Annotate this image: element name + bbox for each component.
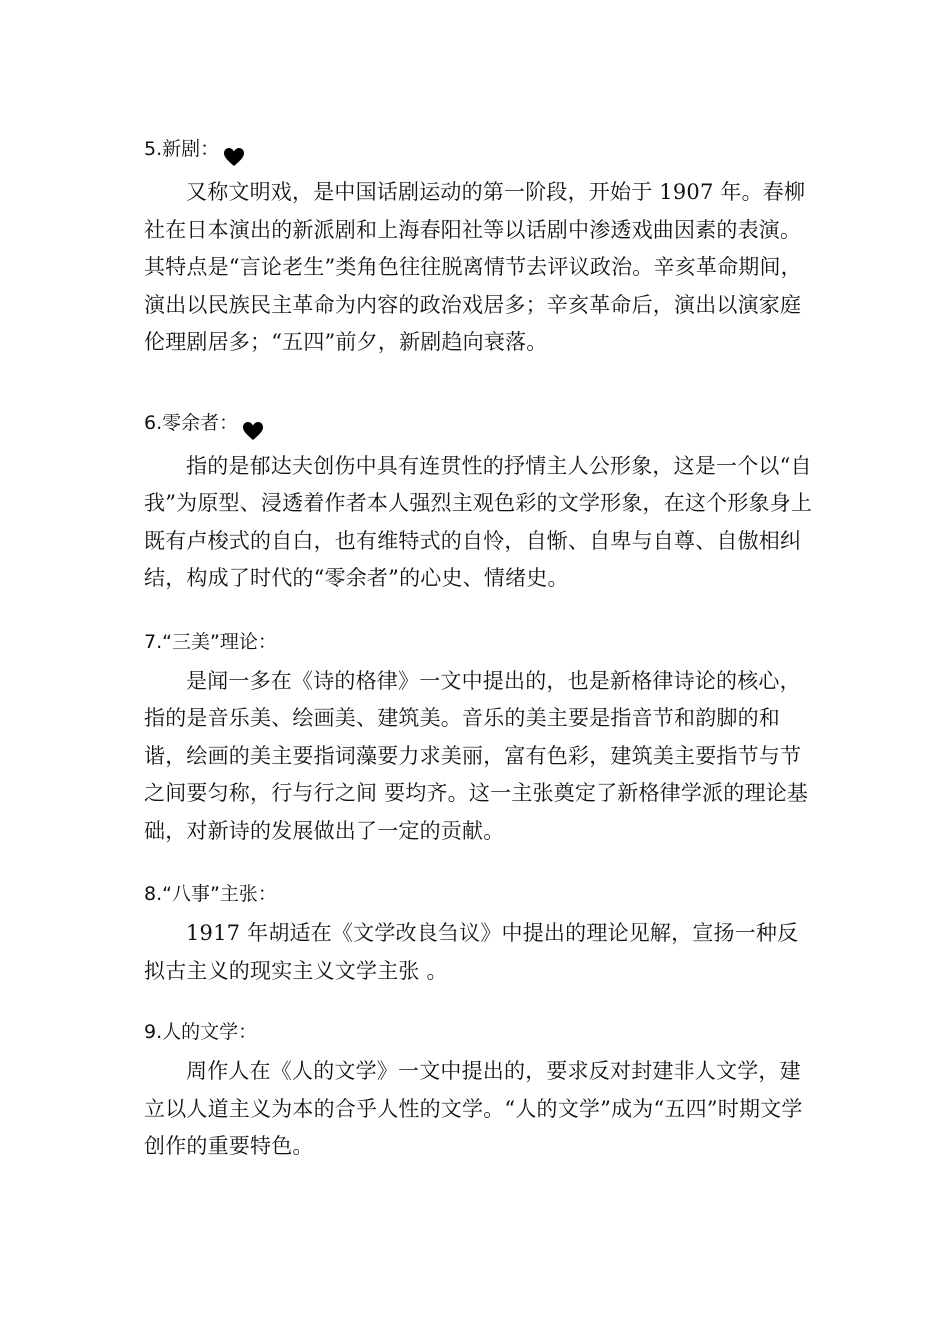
entry-heading bbox=[144, 128, 814, 170]
entry-three-beauties bbox=[144, 621, 814, 851]
entry-human-literature bbox=[144, 1011, 814, 1166]
entry-eight-points bbox=[144, 873, 814, 990]
entry-heading bbox=[144, 1011, 814, 1053]
entry-heading bbox=[144, 873, 814, 915]
entry-title: “八事”主张： bbox=[162, 883, 277, 905]
entry-number: 6. bbox=[144, 411, 163, 434]
entry-number: 8. bbox=[144, 883, 163, 905]
entry-number: 9. bbox=[144, 1021, 163, 1043]
entry-body: 指的是郁达夫创伤中具有连贯性的抒情主人公形象，这是一个以“自我”为原型、浸透着作者本人强烈主观色彩的文学形象，在这个形象身上既有卢梭式的自白，也有维特式的自怜，自惭、自卑与自尊、自傲相纠结，构成了时代的“零余者”的心史、情绪史。 bbox=[144, 453, 813, 590]
entry-heading bbox=[144, 402, 814, 444]
entry-number: 5. bbox=[144, 138, 163, 160]
entry-title: 人的文学： bbox=[162, 1021, 258, 1043]
entry-new-drama bbox=[144, 128, 814, 362]
entry-body: 又称文明戏，是中国话剧运动的第一阶段，开始于 1907 年。春柳社在日本演出的新派剧和上海春阳社等以话剧中渗透戏曲因素的表演。其特点是“言论老生”类角色往往脱离情节去评议政治。辛亥革命期间，演出以民族民主革命为内容的政治戏居多；辛亥革命后，演出以演家庭伦理剧居多；“五四”前夕，新剧趋向衰落。 bbox=[144, 180, 806, 354]
entry-body: 是闻一多在《诗的格律》一文中提出的，也是新格律诗论的核心，指的是音乐美、绘画美、建筑美。音乐的美主要是指音节和韵脚的和谐，绘画的美主要指词藻要力求美丽，富有色彩，建筑美主要指节与节之间要匀称，行与行之间 要均齐。这一主张奠定了新格律学派的理论基础，对新诗的发展做出了一定的贡献。 bbox=[144, 668, 809, 843]
heart-icon bbox=[223, 140, 245, 160]
entry-body: 1917 年胡适在《文学改良刍议》中提出的理论见解，宣扬一种反拟古主义的现实主义文学主张 。 bbox=[144, 921, 799, 983]
entry-number: 7. bbox=[144, 630, 163, 653]
entry-title: 新剧： bbox=[162, 138, 220, 160]
heart-icon bbox=[242, 414, 264, 434]
entry-superfluous-man bbox=[144, 402, 814, 598]
entry-heading bbox=[144, 621, 814, 663]
entry-title: “三美”理论： bbox=[162, 630, 277, 653]
entry-title: 零余者： bbox=[162, 411, 239, 434]
document-page bbox=[144, 128, 814, 1166]
entry-body: 周作人在《人的文学》一文中提出的，要求反对封建非人文学，建立以人道主义为本的合乎人性的文学。“人的文学”成为“五四”时期文学创作的重要特色。 bbox=[144, 1059, 803, 1158]
